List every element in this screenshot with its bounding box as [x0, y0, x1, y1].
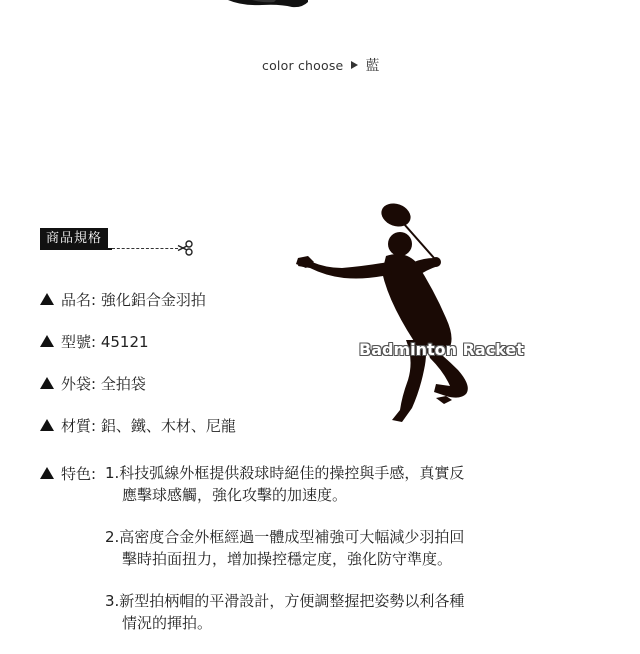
brush-stroke-art	[222, 0, 312, 10]
feature-heading-text: 特色:	[61, 464, 97, 483]
spec-text: 外袋: 全拍袋	[61, 374, 146, 393]
triangle-bullet-icon	[40, 419, 54, 431]
feature-line: 情況的揮拍。	[122, 614, 213, 632]
feature-item	[105, 462, 525, 506]
spec-header-title: 商品規格	[40, 228, 108, 249]
feature-line: 1.科技弧線外框提供殺球時絕佳的操控與手感，真實反	[105, 464, 465, 482]
spec-text: 材質: 鋁、鐵、木材、尼龍	[61, 416, 236, 435]
color-selector[interactable]	[262, 56, 380, 74]
header-underline	[40, 248, 112, 250]
scissors-icon	[176, 239, 196, 257]
triangle-bullet-icon	[40, 335, 54, 347]
badminton-player-silhouette	[296, 200, 516, 425]
feature-line: 應擊球感觸，強化攻擊的加速度。	[122, 486, 348, 504]
spec-header	[40, 228, 200, 258]
spec-item	[40, 414, 236, 436]
feature-item	[105, 526, 525, 570]
spec-list	[40, 288, 236, 456]
spec-text: 型號: 45121	[61, 332, 149, 351]
triangle-bullet-icon	[40, 293, 54, 305]
spec-text: 品名: 強化鋁合金羽拍	[61, 290, 206, 309]
feature-line: 2.高密度合金外框經過一體成型補強可大幅減少羽拍回	[105, 528, 465, 546]
color-choose-label: color choose	[262, 57, 344, 73]
play-arrow-icon	[351, 61, 358, 69]
triangle-bullet-icon	[40, 467, 54, 479]
feature-line: 3.新型拍柄帽的平滑設計，方便調整握把姿勢以利各種	[105, 592, 465, 610]
triangle-bullet-icon	[40, 377, 54, 389]
feature-list	[105, 462, 525, 654]
illustration-caption: Badminton Racket	[359, 340, 524, 359]
feature-heading	[40, 462, 96, 484]
feature-item	[105, 590, 525, 634]
spec-item	[40, 372, 236, 394]
feature-line: 擊時拍面扭力，增加操控穩定度，強化防守準度。	[122, 550, 453, 568]
spec-item	[40, 330, 236, 352]
spec-item	[40, 288, 236, 310]
dashed-cut-line	[112, 248, 178, 249]
color-value: 藍	[365, 58, 380, 74]
